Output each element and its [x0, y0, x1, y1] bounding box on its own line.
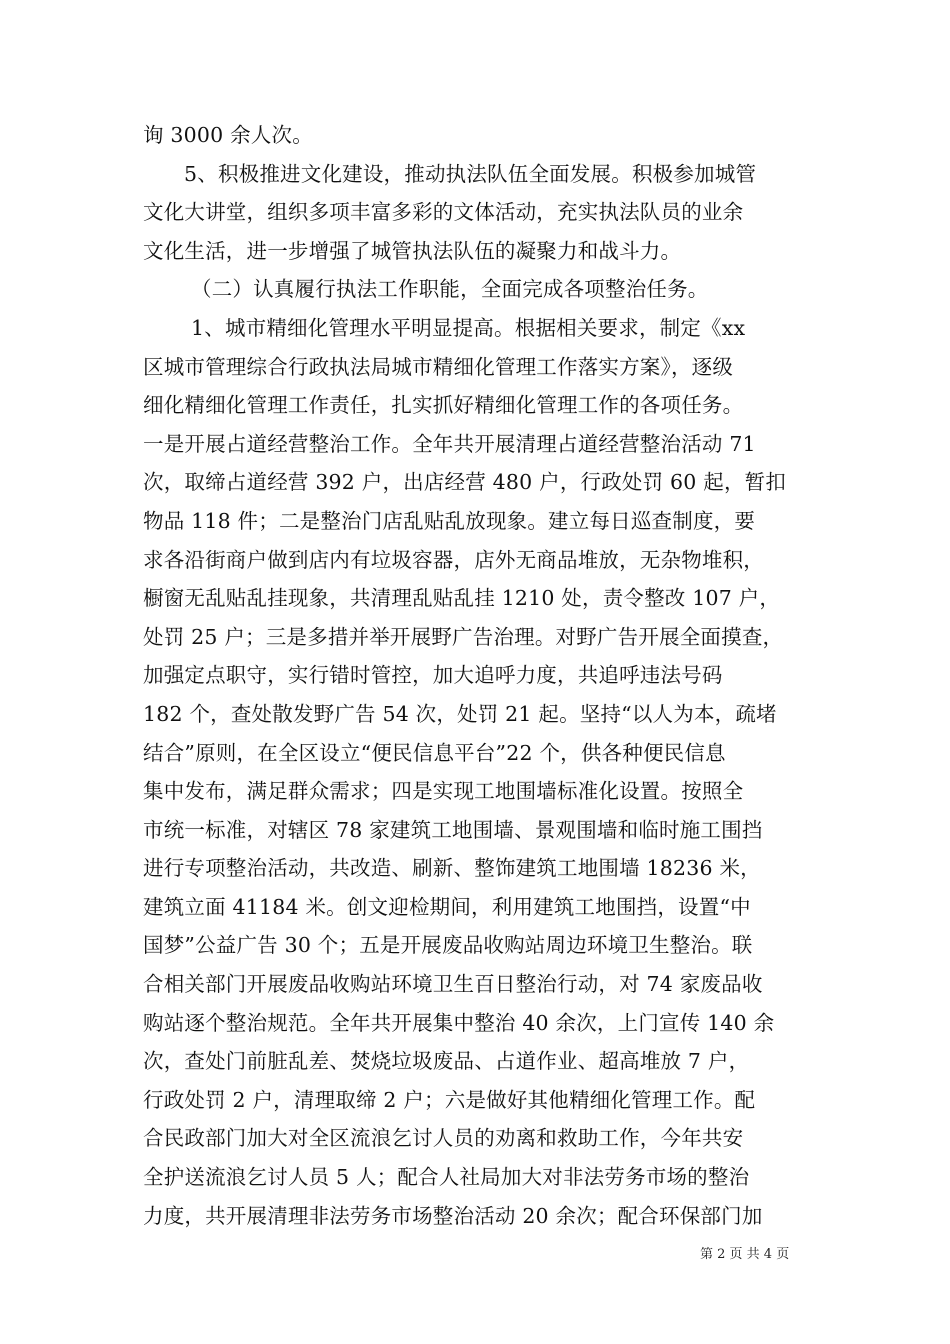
text-line: 文化大讲堂，组织多项丰富多彩的文体活动，充实执法队员的业余 — [143, 200, 744, 225]
text-line: 市统一标准，对辖区 78 家建筑工地围墙、景观围墙和临时施工围挡 — [143, 817, 763, 842]
text-line: 求各沿街商户做到店内有垃圾容器，店外无商品堆放，无杂物堆积， — [143, 547, 764, 572]
text-line: 建筑立面 41184 米。创文迎检期间，利用建筑工地围挡，设置“中 — [143, 894, 751, 919]
text-line: 5、积极推进文化建设，推动执法队伍全面发展。积极参加城管 — [184, 161, 757, 186]
text-line: 次，查处门前脏乱差、焚烧垃圾废品、占道作业、超高堆放 7 户， — [143, 1049, 750, 1074]
text-line: 区城市管理综合行政执法局城市精细化管理工作落实方案》，逐级 — [143, 354, 734, 379]
text-line: 购站逐个整治规范。全年共开展集中整治 40 余次，上门宣传 140 余 — [143, 1010, 775, 1035]
text-line: 合民政部门加大对全区流浪乞讨人员的劝离和救助工作，今年共安 — [143, 1126, 744, 1151]
section-heading: （二）认真履行执法工作职能，全面完成各项整治任务。 — [191, 277, 709, 302]
text-line: 1、城市精细化管理水平明显提高。根据相关要求，制定《xx — [191, 315, 746, 340]
text-line: 进行专项整治活动，共改造、刷新、整饰建筑工地围墙 18236 米， — [143, 856, 761, 881]
text-line: 结合”原则，在全区设立“便民信息平台”22 个，供各种便民信息 — [143, 740, 726, 765]
text-line: 加强定点职守，实行错时管控，加大追呼力度，共追呼违法号码 — [143, 663, 723, 688]
text-line: 物品 118 件；二是整治门店乱贴乱放现象。建立每日巡查制度，要 — [143, 508, 756, 533]
text-line: 询 3000 余人次。 — [143, 123, 313, 147]
page-number: 第 2 页 共 4 页 — [700, 1247, 790, 1262]
text-line: 细化精细化管理工作责任，扎实抓好精细化管理工作的各项任务。 — [143, 393, 744, 418]
text-line: 行政处罚 2 户，清理取缔 2 户；六是做好其他精细化管理工作。配 — [143, 1087, 756, 1112]
text-line: 力度，共开展清理非法劳务市场整治活动 20 余次；配合环保部门加 — [143, 1203, 763, 1228]
text-line: 国梦”公益广告 30 个；五是开展废品收购站周边环境卫生整治。联 — [143, 933, 753, 958]
text-line: 合相关部门开展废品收购站环境卫生百日整治行动，对 74 家废品收 — [143, 972, 763, 997]
text-line: 文化生活，进一步增强了城管执法队伍的凝聚力和战斗力。 — [143, 238, 682, 263]
text-line: 处罚 25 户；三是多措并举开展野广告治理。对野广告开展全面摸查， — [143, 624, 784, 649]
text-line: 橱窗无乱贴乱挂现象，共清理乱贴乱挂 1210 处，责令整改 107 户， — [143, 586, 781, 611]
text-line: 次，取缔占道经营 392 户，出店经营 480 户，行政处罚 60 起，暂扣 — [143, 470, 787, 495]
text-line: 一是开展占道经营整治工作。全年共开展清理占道经营整治活动 71 — [143, 431, 756, 456]
text-line: 全护送流浪乞讨人员 5 人；配合人社局加大对非法劳务市场的整治 — [143, 1165, 750, 1190]
text-line: 182 个，查处散发野广告 54 次，处罚 21 起。坚持“以人为本，疏堵 — [143, 701, 777, 726]
document-body — [143, 116, 827, 1235]
text-line: 集中发布，满足群众需求；四是实现工地围墙标准化设置。按照全 — [143, 779, 744, 804]
